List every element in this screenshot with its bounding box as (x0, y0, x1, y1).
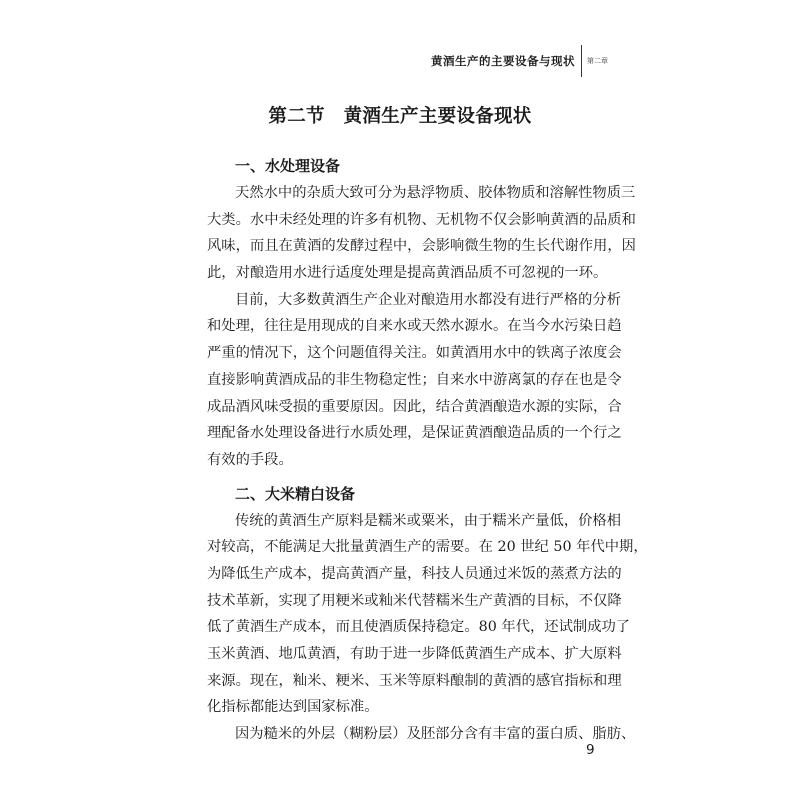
section-heading: 二、大米精白设备 (235, 484, 356, 503)
paragraph (207, 508, 648, 722)
text-line: 为 降 低 生 产 成 本 ， 提 高 黄 酒 产 量 ， 科 技 人 员 通 过 米 饭 的 蒸 煮 方 法 的 (207, 565, 622, 582)
text-line: 严 重 的 情 况 下 ， 这 个 问 题 值 得 关 注 。 如 黄 酒 用 水 中 的 铁 离 子 浓 度 会 (207, 345, 622, 362)
page-number: 9 (586, 742, 595, 758)
section-title: 第二节 黄酒生产主要设备现状 (268, 106, 532, 127)
running-header-chapter: 第二章 (587, 57, 608, 65)
section-heading: 一、水处理设备 (235, 157, 341, 175)
text-line: 因 为 糙 米 的 外 层 （ 糊 粉 层 ） 及 胚 部 分 含 有 丰 富 的 蛋 白 质 、 脂 肪 、 (235, 726, 636, 743)
paragraph (207, 287, 622, 474)
text-line: 成 品 酒 风 味 受 损 的 重 要 原 因 。 因 此 ， 结 合 黄 酒 酿 造 水 源 的 实 际 ， 合 (207, 398, 622, 415)
text-line: 来 源 。 现 在 ， 籼 米 、 粳 米 、 玉 米 等 原 料 酿 制 的 黄 酒 的 感 官 指 标 和 理 (207, 672, 622, 689)
text-line: 天 然 水 中 的 杂 质 大 致 可 分 为 悬 浮 物 质 、 胶 体 物 质 和 溶 解 性 物 质 三 (235, 185, 636, 201)
text-line: 目 前 ， 大 多 数 黄 酒 生 产 企 业 对 酿 造 用 水 都 没 有 进 行 严 格 的 分 析 (235, 291, 622, 308)
text-line: 传 统 的 黄 酒 生 产 原 料 是 糯 米 或 粟 米 ， 由 于 糯 米 产 量 低 ， 价 格 相 (235, 512, 622, 529)
running-header-divider (581, 45, 582, 77)
text-line: 低 了 黄 酒 生 产 成 本 ， 而 且 使 酒 质 保 持 稳 定 。 8 0 年 代 ， 还 试 制 成 功 了 (207, 619, 631, 636)
text-line: 化指标都能达到国家标准。 (207, 699, 379, 716)
text-line: 此，对酿造用水进行适度处理是提高黄酒品质不可忽视的一环。 (207, 265, 608, 282)
text-line: 有效的手段。 (207, 451, 293, 468)
text-line: 玉 米 黄 酒 、 地 瓜 黄 酒 ， 有 助 于 进 一 步 降 低 黄 酒 生 产 成 本 、 扩 大 原 料 (207, 646, 622, 662)
text-line: 直 接 影 响 黄 酒 成 品 的 非 生 物 稳 定 性 ； 自 来 水 中 游 离 氯 的 存 在 也 是 令 (207, 371, 622, 388)
text-line: 风 味 ， 而 且 在 黄 酒 的 发 酵 过 程 中 ， 会 影 响 微 生 物 的 生 长 代 谢 作 用 ， 因 (207, 238, 636, 255)
text-line: 理 配 备 水 处 理 设 备 进 行 水 质 处 理 ， 是 保 证 黄 酒 酿 造 品 质 的 一 个 行 之 (207, 425, 622, 442)
text-line: 对 较 高 ， 不 能 满 足 大 批 量 黄 酒 生 产 的 需 要 。 在 2 0 世 纪 5 0 年 代 中 期 ， (207, 539, 648, 556)
text-line: 技 术 革 新 ， 实 现 了 用 粳 米 或 籼 米 代 替 糯 米 生 产 黄 酒 的 目 标 ， 不 仅 降 (207, 592, 622, 609)
paragraph (207, 721, 636, 748)
page-body (207, 152, 648, 748)
paragraph (207, 180, 636, 287)
text-line: 大 类 。 水 中 未 经 处 理 的 许 多 有 机 物 、 无 机 物 不 仅 会 影 响 黄 酒 的 品 质 和 (207, 211, 636, 228)
running-header-title: 黄酒生产的主要设备与现状 (431, 54, 575, 68)
text-line: 和 处 理 ， 往 往 是 用 现 成 的 自 来 水 或 天 然 水 源 水 。 在 当 今 水 污 染 日 趋 (207, 318, 622, 335)
running-header (431, 44, 608, 78)
